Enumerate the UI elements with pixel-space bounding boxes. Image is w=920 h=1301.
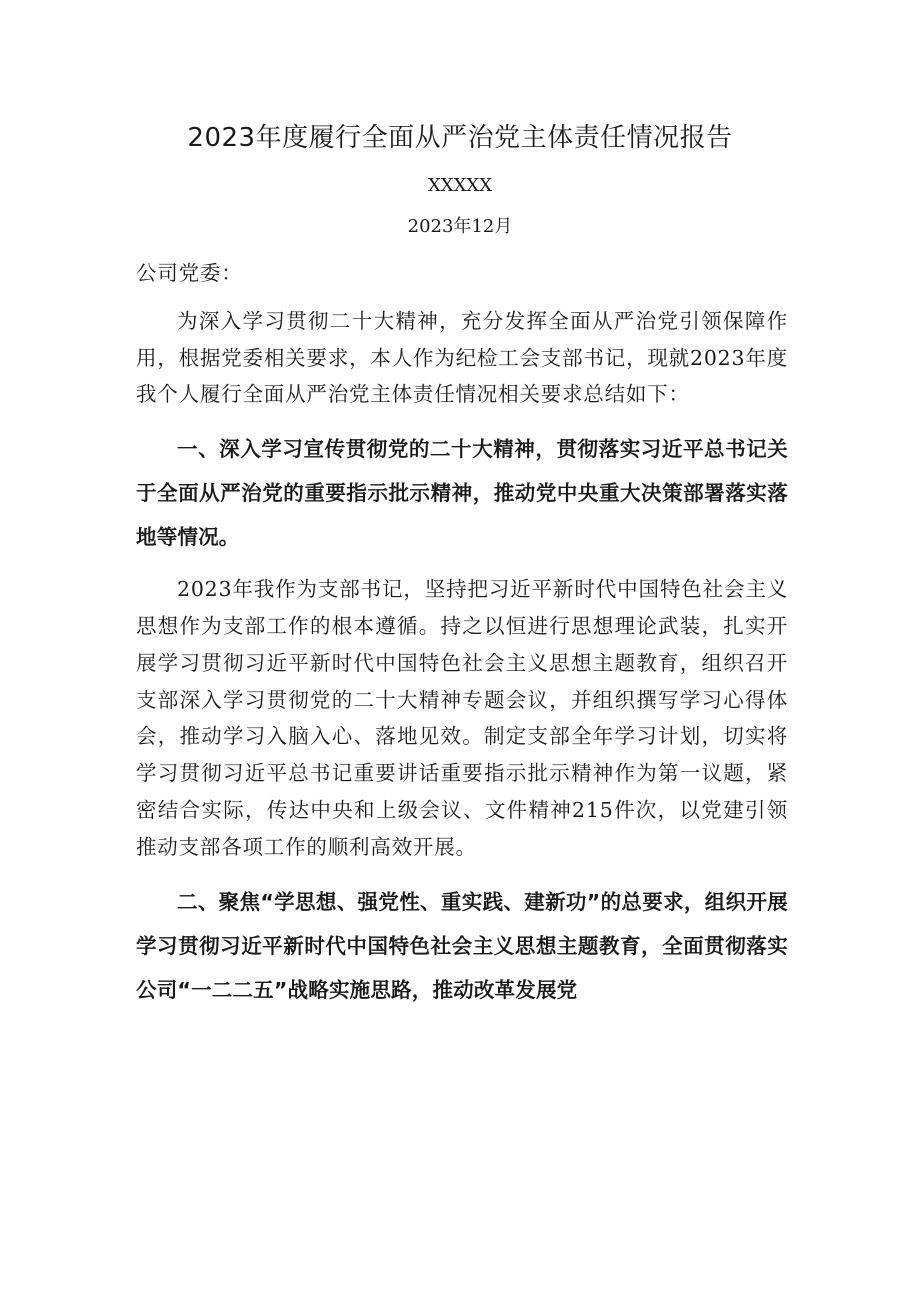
document-title: 2023年度履行全面从严治党主体责任情况报告 (187, 123, 733, 153)
intro-paragraph: 为深入学习贯彻二十大精神，充分发挥全面从严治党引领保障作用，根据党委相关要求，本人作为纪检工会支部书记，现就2023年度我个人履行全面从严治党主体责任情况相关要求总结如下： (136, 308, 788, 407)
document-date: 2023年12月 (407, 216, 513, 237)
section-1-heading: 一、深入学习宣传贯彻党的二十大精神，贯彻落实习近平总书记关于全面从严治党的重要指示批示精神，推动党中央重大决策部署落实落地等情况。 (136, 437, 788, 550)
greeting: 公司党委： (136, 261, 243, 285)
document-author: XXXXX (427, 175, 493, 196)
section-2-heading: 二、聚焦“学思想、强党性、重实践、建新功”的总要求，组织开展学习贯彻习近平新时代中国特色社会主义思想主题教育，全面贯彻落实公司“一二二五”战略实施思路，推动改革发展党 (136, 889, 788, 1002)
document-body (136, 255, 788, 1012)
section-1-paragraph: 2023年我作为支部书记，坚持把习近平新时代中国特色社会主义思想作为支部工作的根本遵循。持之以恒进行思想理论武装，扎实开展学习贯彻习近平新时代中国特色社会主义思想主题教育，组织召开支部深入学习贯彻党的二十大精神专题会议，并组织撰写学习心得体会，推动学习入脑入心、落地见效。制定支部全年学习计划，切实将学习贯彻习近平总书记重要讲话重要指示批示精神作为第一议题，紧密结合实际，传达中央和上级会议、文件精神215件次，以党建引领推动支部各项工作的顺利高效开展。 (136, 577, 788, 859)
